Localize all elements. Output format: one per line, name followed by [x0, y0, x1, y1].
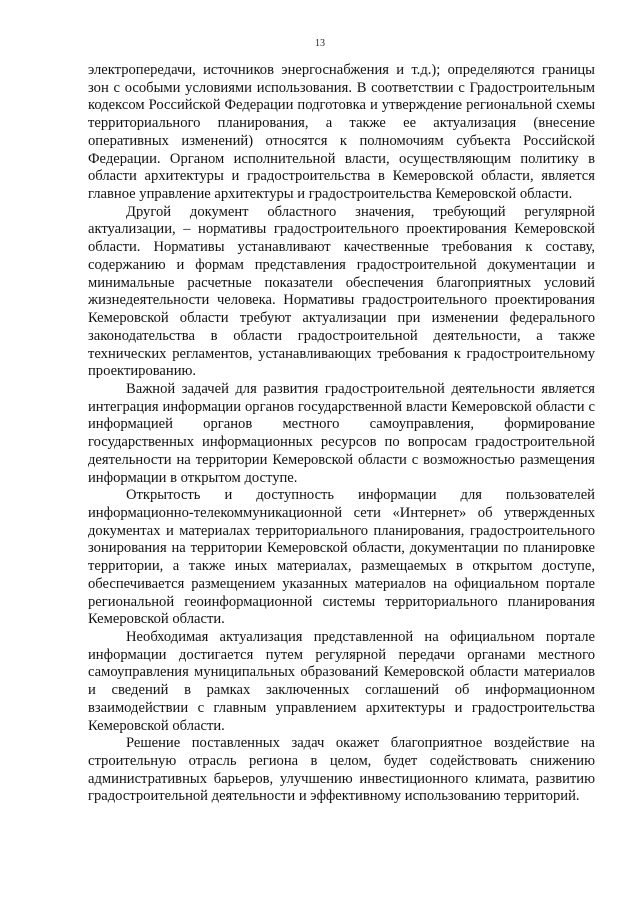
paragraph-continuation: электропередачи, источников энергоснабжения и т.д.); определяются границы зон с особыми условиями использования. В соответствии с Градостроительным кодексом Российской Федерации подготовка и утверждение региональной схемы территориального планирования, а также ее актуализация (внесение оперативных изменений) относятся к полномочиям субъекта Российской Федерации. Органом исполнительной власти, осуществляющим политику в области архитектуры и градостроительства в Кемеровской области, является главное управление архитектуры и градостроительства Кемеровской области.: [88, 62, 595, 203]
page-number: 13: [315, 38, 325, 49]
paragraph: Решение поставленных задач окажет благоприятное воздействие на строительную отрасль региона в целом, будет содействовать снижению административных барьеров, улучшению инвестиционного климата, развитию градостроительной деятельности и эффективному использованию территорий.: [88, 735, 595, 805]
paragraph: Важной задачей для развития градостроительной деятельности является интеграция информации органов государственной власти Кемеровской области с информацией органов местного самоуправления, формирование государственных информационных ресурсов по вопросам градостроительной деятельности на территории Кемеровской области с возможностью размещения информации в открытом доступе.: [88, 380, 595, 486]
document-body: [88, 62, 595, 806]
paragraph: Необходимая актуализация представленной на официальном портале информации достигается путем регулярной передачи органами местного самоуправления муниципальных образований Кемеровской области материалов и сведений в рамках заключенных соглашений об информационном взаимодействии с главным управлением архитектуры и градостроительства Кемеровской области.: [88, 629, 595, 734]
paragraph: Другой документ областного значения, требующий регулярной актуализации, – нормативы градостроительного проектирования Кемеровской области. Нормативы устанавливают качественные требования к составу, содержанию и формам представления градостроительной документации и минимальные расчетные показатели обеспечения благоприятных условий жизнедеятельности человека. Нормативы градостроительного проектирования Кемеровской области требуют актуализации при изменении федерального законодательства в области градостроительной деятельности, а также технических регламентов, устанавливающих требования к градостроительному проектированию.: [88, 203, 595, 380]
paragraph: Открытость и доступность информации для пользователей информационно-телекоммуникационной сети «Интернет» об утвержденных документах и материалах территориального планирования, градостроительного зонирования на территории Кемеровской области, документации по планировке территории, а также иных материалах, размещаемых в открытом доступе, обеспечивается размещением указанных материалов на официальном портале региональной геоинформационной системы территориального планирования Кемеровской области.: [88, 487, 595, 628]
